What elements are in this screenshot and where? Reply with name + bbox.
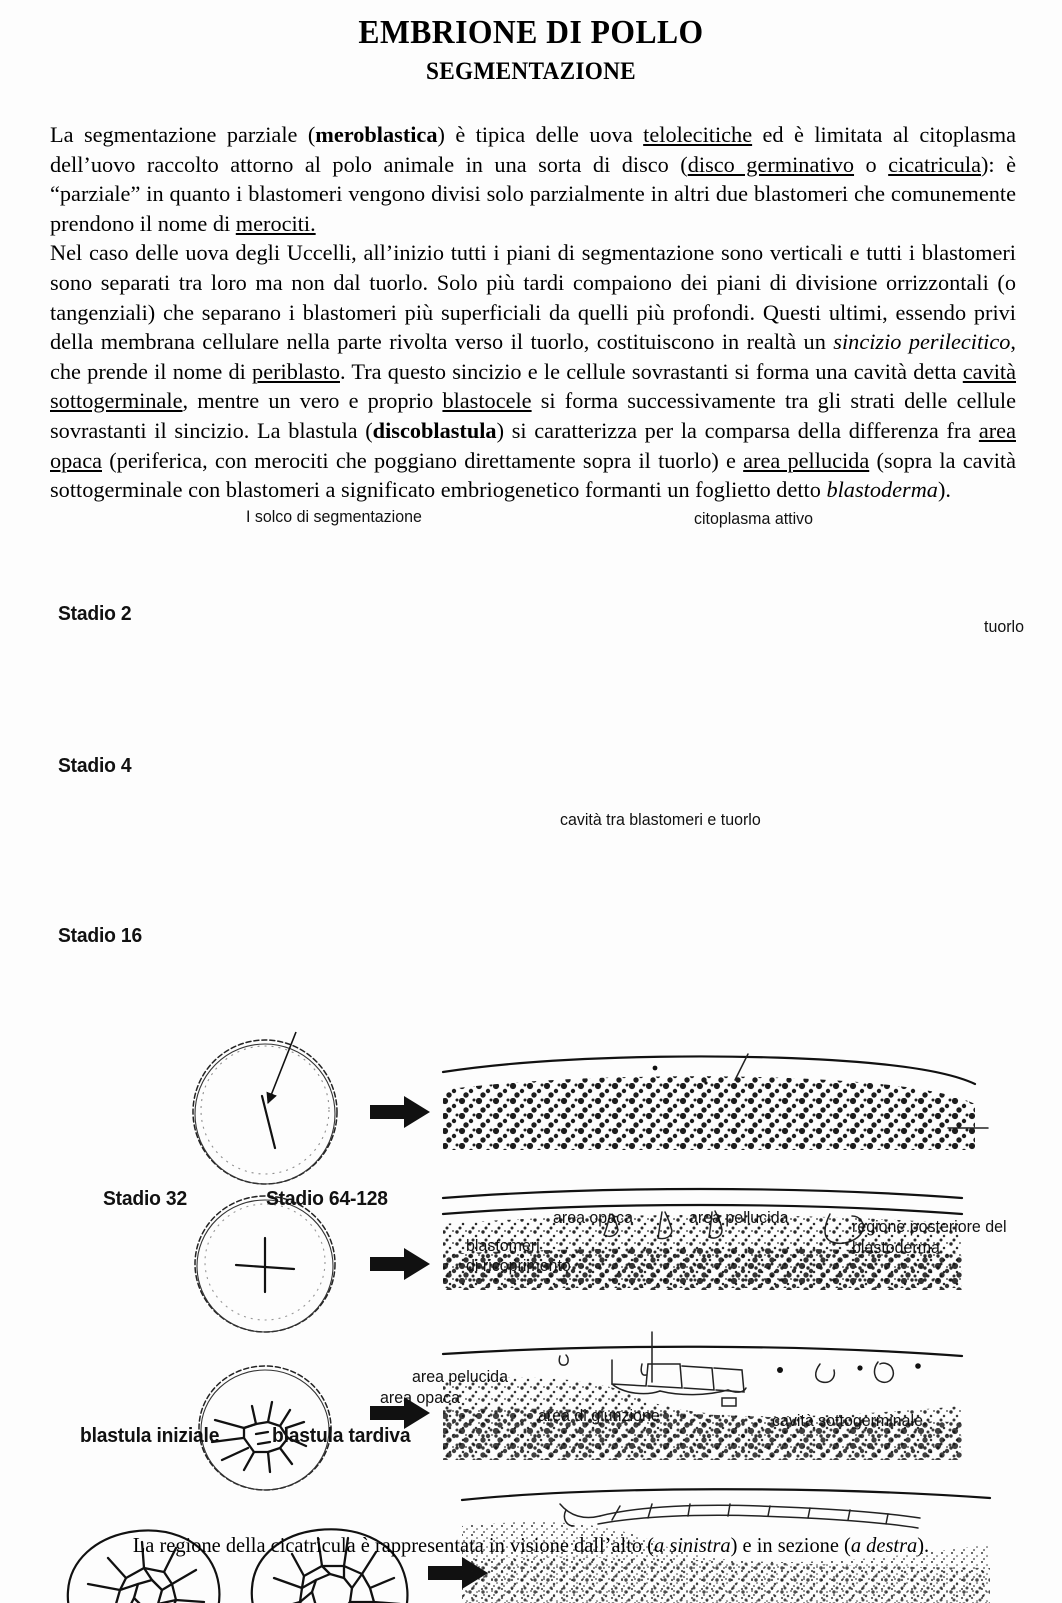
stadio4-top-view — [195, 1196, 335, 1332]
stage-label-stadio-64-128: Stadio 64-128 — [266, 1187, 388, 1210]
annotation-area-opaca-small: area opaca — [380, 1388, 460, 1407]
stage-label-stadio-16: Stadio 16 — [58, 924, 142, 947]
annotation-regione-posteriore: regione posteriore del — [852, 1217, 1007, 1236]
figure-segmentazione — [0, 498, 1062, 1483]
title-block — [0, 0, 1062, 86]
page-subtitle: SEGMENTAZIONE — [426, 58, 636, 86]
annotation-area-pelucida-small: area pelucida — [412, 1367, 508, 1386]
page-title: EMBRIONE DI POLLO — [358, 14, 704, 51]
stage-label-stadio-4: Stadio 4 — [58, 754, 132, 777]
annotation-primo-solco: I solco di segmentazione — [246, 507, 422, 526]
arrow-stadio4 — [370, 1248, 430, 1280]
paragraph-1: La segmentazione parziale (meroblastica) è tipica delle uova telolecitiche ed è limitata al citoplasma dell’uovo raccolto attorno al polo animale in una sorta di disco (disco germinativo o cicatricula): è “parziale” in quanto i blastomeri vengono divisi solo parzialmente in altri due blastomeri che comunemente prendono il nome di merociti. — [50, 122, 1016, 236]
figure-caption: La regione della cicatricula è rappresentata in visione dall’alto (a sinistra) e in sezione (a destra). — [132, 1533, 930, 1557]
annotation-regione-posteriore-blastoderma: blastoderma — [852, 1238, 940, 1257]
stage-label-stadio-32: Stadio 32 — [103, 1187, 187, 1210]
stadio2-section — [443, 1054, 988, 1150]
stage-label-stadio-2: Stadio 2 — [58, 602, 132, 625]
stage-label-blastula-tardiva: blastula tardiva — [272, 1424, 411, 1447]
annotation-cavita-sottogerminale: cavità sottogerminale — [772, 1411, 924, 1430]
stadio16-section — [443, 1347, 962, 1460]
stadio2-top-view — [193, 1040, 337, 1184]
annotation-tuorlo: tuorlo — [984, 617, 1024, 636]
annotation-area-pellucida-top: area pellucida — [689, 1208, 789, 1227]
paragraph-2: Nel caso delle uova degli Uccelli, all’inizio tutti i piani di segmentazione sono verticali e tutti i blastomeri sono separati tra loro ma non dal tuorlo. Solo più tardi compaiono dei piani di divisione orrizzontali (o tangenziali) che separano i blastomeri più superficiali da quelli più profondi. Questi ultimi, essendo privi della membrana cellulare nella parte rivolta verso il tuorlo, costituiscono in realtà un sincizio perilecitico, che prende il nome di periblasto. Tra questo sincizio e le cellule sovrastanti si forma una cavità detta cavità sottogerminale, mentre un vero e proprio blastocele si forma successivamente tra gli strati delle cellule sovrastanti il sincizio. La blastula (discoblastula) si caratterizza per la comparsa della differenza fra area opaca (periferica, con merociti che poggiano direttamente sopra il tuorlo) e area pellucida (sopra la cavità sottogerminale con blastomeri a significato embriogenetico formanti un foglietto detto blastoderma). — [50, 240, 1017, 503]
arrow-stadio2 — [370, 1096, 430, 1128]
annotation-blastomeri-ricoprimento: di ricoprimento — [466, 1256, 571, 1275]
figure-artwork — [0, 498, 1062, 1483]
annotation-blastomeri: blastomeri — [466, 1236, 540, 1255]
annotation-citoplasma-attivo: citoplasma attivo — [694, 509, 814, 528]
annotation-area-opaca-top: area opaca — [553, 1208, 633, 1227]
body-text — [50, 120, 1016, 505]
annotation-cavita-tra-blastomeri: cavità tra blastomeri e tuorlo — [560, 810, 761, 829]
stage-label-blastula-iniziale: blastula iniziale — [80, 1424, 220, 1447]
annotation-area-di-giunzione: area di giunzione — [538, 1406, 660, 1425]
